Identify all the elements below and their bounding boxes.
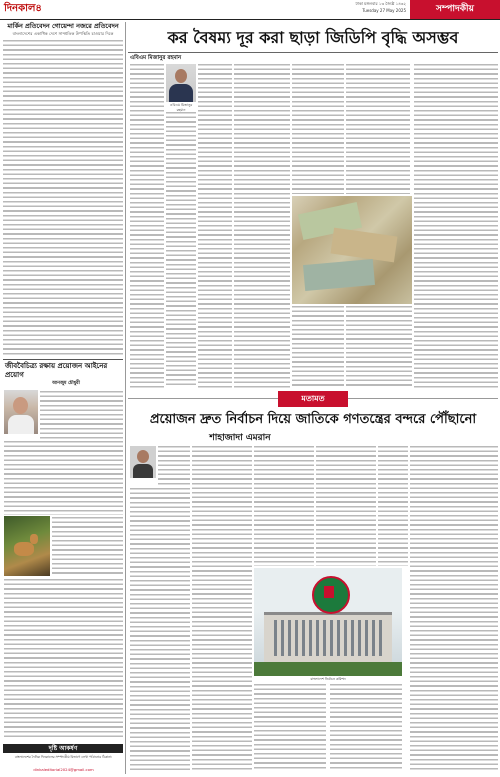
biodiversity-body-d	[4, 579, 123, 739]
election-photo-caption: বাংলাদেশ নির্বাচন কমিশন	[310, 677, 346, 681]
opinion-body-col2	[192, 446, 252, 770]
masthead-rule	[0, 19, 500, 20]
left-subhead: বাংলাদেশের একাধিক দেশে সাম্প্রতিক উপস্থিতি চাওয়ার দিকে	[12, 31, 114, 36]
main-author-photo	[166, 64, 196, 102]
opinion-author-photo	[130, 446, 156, 478]
author-photo	[4, 390, 38, 434]
column-divider	[125, 22, 126, 774]
main-body-col5b	[346, 306, 412, 388]
opinion-body-col4a	[316, 446, 376, 566]
main-body-col4b	[292, 306, 344, 388]
left-divider	[3, 359, 123, 360]
main-author-caption: এবিএম মিজানুর রহমান	[169, 103, 193, 112]
main-body-col1	[130, 64, 164, 388]
opinion-body-col3a	[254, 446, 314, 566]
opinion-headline: প্রয়োজন দ্রুত নির্বাচন দিয়ে জাতিকে গণতন্ত্রের বন্দরে পৌঁছানো	[149, 412, 477, 427]
date-english: Tuesday 27 May 2025	[362, 8, 406, 13]
main-body-col1b	[166, 112, 196, 388]
main-body-col5a	[346, 64, 410, 194]
biodiversity-author: আনজুম চৌধুরী	[52, 381, 80, 386]
opinion-banner-row	[128, 391, 498, 407]
newspaper-logo: দিনকাল৪	[4, 3, 42, 14]
feedback-title: দৃষ্টি আকর্ষণ	[3, 744, 123, 753]
left-article-body	[3, 40, 123, 356]
biodiversity-headline: জীববৈচিত্র্য রক্ষায় প্রয়োজন আইনের প্রয়োগ	[5, 362, 108, 379]
masthead	[0, 0, 500, 19]
main-body-col2	[198, 64, 232, 388]
feedback-email[interactable]: dinkaleditorial2024@gmail.com	[33, 767, 94, 772]
left-headline: মার্কিন প্রতিবেদন গোয়েন্দা নজরে প্রতিবেদন	[7, 22, 119, 30]
main-body-col4a	[292, 64, 344, 194]
biodiversity-body-a	[40, 391, 123, 441]
opinion-body-col1b	[130, 488, 190, 770]
opinion-body-col6	[410, 446, 498, 770]
currency-photo	[292, 196, 412, 304]
left-article	[3, 22, 123, 37]
opinion-body-col3b	[254, 684, 326, 770]
main-body-col6	[414, 64, 498, 388]
deer-photo	[4, 516, 50, 576]
section-label: সম্পাদকীয়	[410, 0, 500, 19]
opinion-body-col4b	[330, 684, 402, 770]
feedback-text: বাংলাদেশের দৈনিক দিনকালের সম্পাদকীয় বিভাগে লেখা পাঠানোর ঠিকানা:	[14, 755, 113, 759]
main-body-col3	[234, 64, 290, 388]
opinion-body-col5a	[378, 446, 408, 566]
biodiversity-body-c	[52, 517, 123, 577]
main-headline: কর বৈষম্য দূর করা ছাড়া জিডিপি বৃদ্ধি অসম্ভব	[167, 28, 459, 47]
election-commission-photo	[254, 568, 402, 676]
opinion-body-col1a	[158, 446, 190, 486]
biodiversity-body-b	[4, 441, 123, 515]
opinion-banner: মতামত	[278, 391, 348, 407]
main-headline-rule	[128, 52, 498, 53]
date-bengali: ঢাকা মঙ্গলবার ১৩ জ্যৈষ্ঠ ১৪৩২	[355, 1, 406, 6]
opinion-author: শাহাজাদা এমরান	[209, 433, 271, 443]
main-author: এবিএম মিজানুর রহমান	[130, 55, 182, 61]
